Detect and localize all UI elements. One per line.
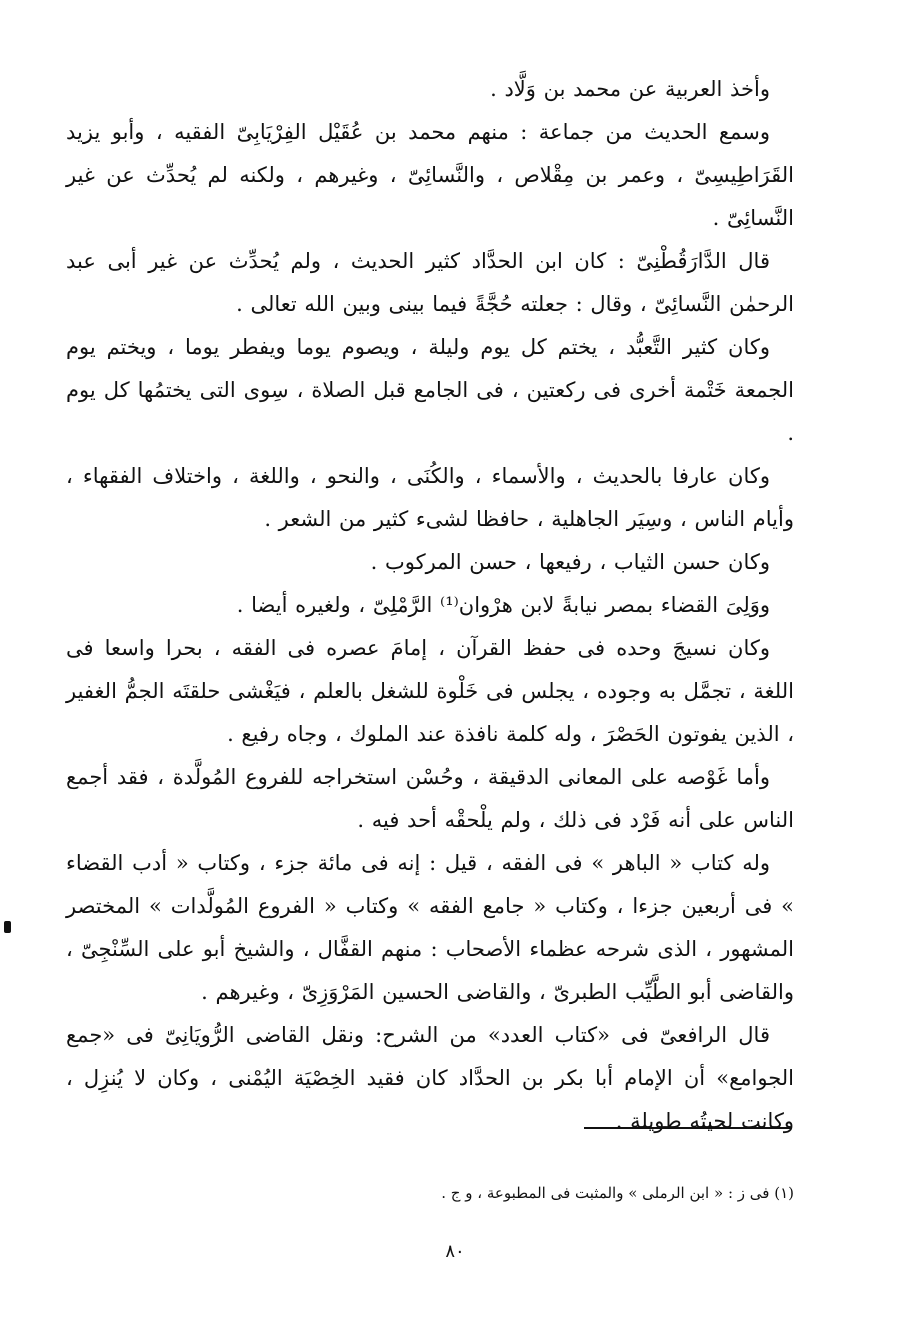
- paragraph: قال الدَّارَقُطْنِىّ : كان ابن الحدَّاد كثير الحديث ، ولم يُحدِّث عن غير أبى عبد الرحمٰن النَّسائِىّ ، وقال : جعلته حُجَّةً فيما بينى وبين الله تعالى .: [66, 249, 794, 316]
- paragraph: وأما غَوْصه على المعانى الدقيقة ، وحُسْن استخراجه للفروع المُولَّدة ، فقد أجمع الناس على أنه فَرْد فى ذلك ، ولم يلْحقْه أحد فيه .: [66, 765, 794, 832]
- paragraph: وكان عارفا بالحديث ، والأسماء ، والكُنَى ، والنحو ، واللغة ، واختلاف الفقهاء ، وأيام الناس ، وسِيَر الجاهلية ، حافظا لشىء كثير من الشعر .: [66, 464, 794, 531]
- main-text: [66, 68, 794, 1143]
- paragraph: وكان كثير التَّعبُّد ، يختم كل يوم وليلة ، ويصوم يوما ويفطر يوما ، ويختم يوم الجمعة خَتْمة أخرى فى ركعتين ، فى الجامع قبل الصلاة ، سِوى التى يختمُها كل يوم .: [66, 335, 794, 445]
- paragraph: وسمع الحديث من جماعة : منهم محمد بن عُقَيْل الفِرْيَابِىّ الفقيه ، وأبو يزيد القَرَاطِيسِىّ ، وعمر بن مِقْلاص ، والنَّسائِىّ ، وغيرهم ، ولكنه لم يُحدِّث عن غير النَّسائِىّ .: [66, 120, 794, 230]
- margin-mark: [4, 921, 11, 933]
- paragraph: وكان حسن الثياب ، رفيعها ، حسن المركوب .: [370, 550, 770, 574]
- paragraph: ووَلِىَ القضاء بمصر نيابةً لابن هرْوان⁽¹⁾ الرَّمْلِىّ ، ولغيره أيضا .: [236, 593, 770, 617]
- paragraph: قال الرافعىّ فى «كتاب العدد» من الشرح: ونقل القاضى الرُّويَانِىّ فى «جمع الجوامع» أن الإمام أبا بكر بن الحدَّاد كان فقيد الخِصْيَة اليُمْنى ، وكان لا يُنزِل ، وكانت لحيتُه طويلة .: [66, 1023, 794, 1133]
- footnote: (١) فى ز : « ابن الرملى » والمثبت فى المطبوعة ، و ج .: [441, 1184, 794, 1202]
- page-number: ٨٠: [445, 1241, 465, 1262]
- paragraph: وله كتاب « الباهر » فى الفقه ، قيل : إنه فى مائة جزء ، وكتاب « أدب القضاء » فى أربعين جزءا ، وكتاب « جامع الفقه » وكتاب « الفروع المُولَّدات » المختصر المشهور ، الذى شرحه عظماء الأصحاب : منهم القفَّال ، والشيخ أبو على السِّنْجِىّ ، والقاضى أبو الطَّيِّب الطبرىّ ، والقاضى الحسين المَرْوَزِىّ ، وغيرهم .: [66, 851, 794, 1004]
- footnote-divider: [584, 1127, 792, 1129]
- paragraph: وكان نسيجَ وحده فى حفظ القرآن ، إمامَ عصره فى الفقه ، بحرا واسعا فى اللغة ، تجمَّل به وجوده ، يجلس فى خَلْوة للشغل بالعلم ، فيَغْشى حلقتَه الجمُّ الغفير ، الذين يفوتون الحَصْرَ ، وله كلمة نافذة عند الملوك ، وجاه رفيع .: [66, 636, 794, 746]
- paragraph: وأخذ العربية عن محمد بن وَلَّاد .: [490, 77, 770, 101]
